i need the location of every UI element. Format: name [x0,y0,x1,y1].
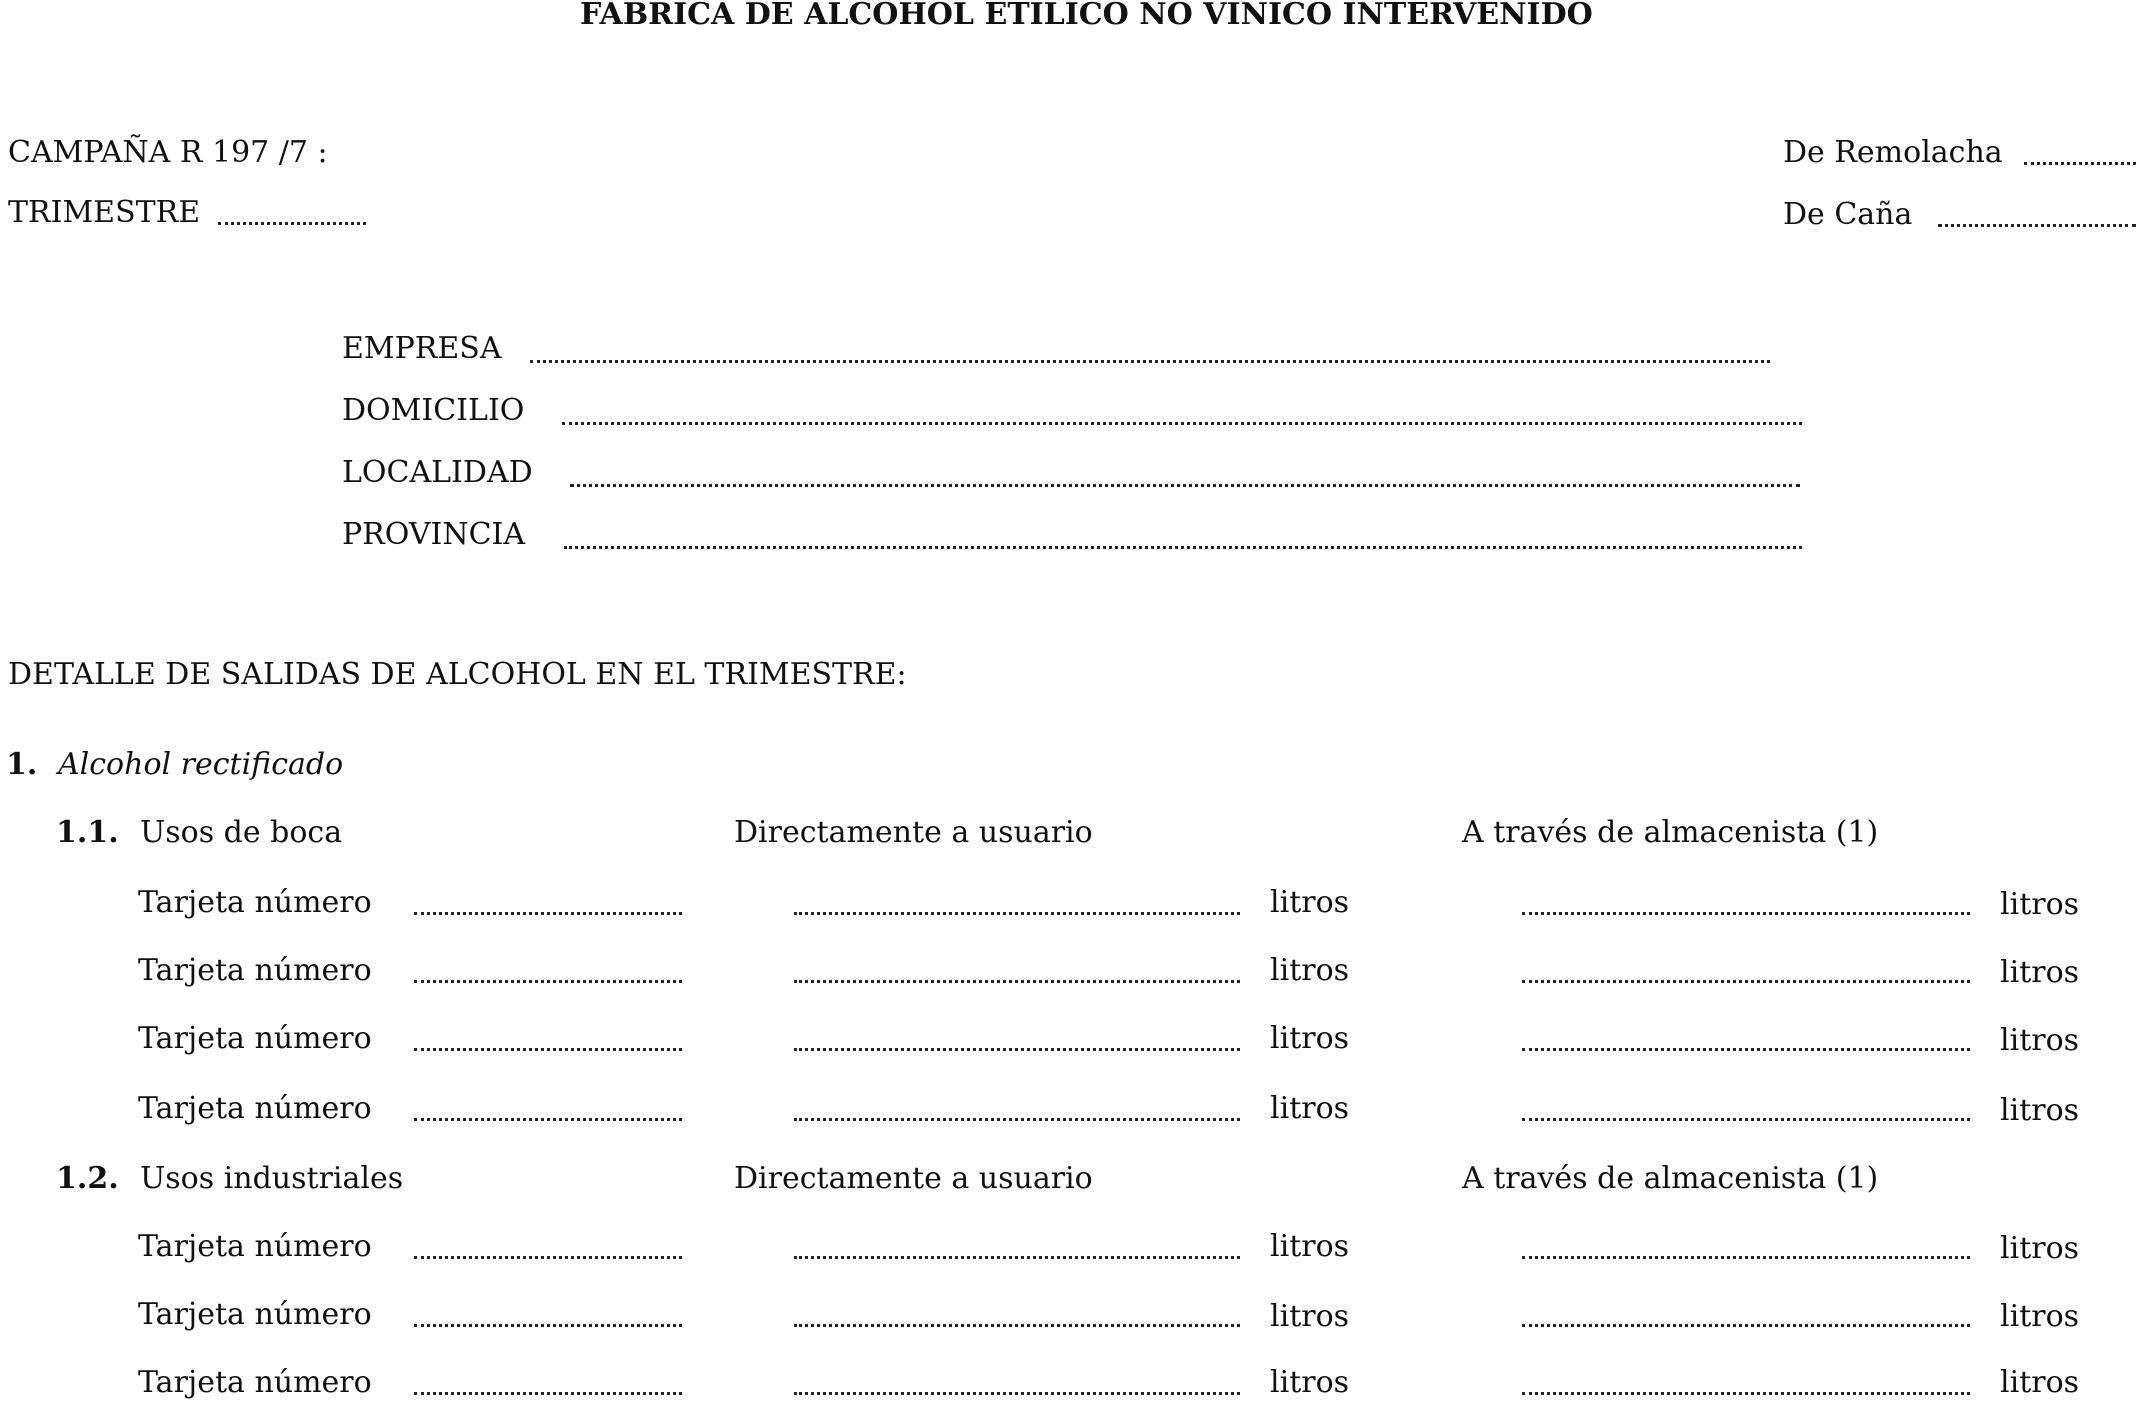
storage-unit: litros [2000,955,2080,990]
direct-liters-field[interactable] [794,980,1240,983]
card-number-field[interactable] [414,1048,682,1051]
direct-liters-field[interactable] [794,1048,1240,1051]
provincia-label: PROVINCIA [342,517,526,552]
col-storage-header: A través de almacenista (1) [1462,1161,1879,1196]
card-label: Tarjeta número [138,953,372,988]
subsection-1-1-number: 1.1. [56,815,119,850]
domicilio-field[interactable] [562,422,1802,425]
card-label: Tarjeta número [138,1091,372,1126]
storage-unit: litros [2000,1231,2080,1266]
remolacha-label: De Remolacha [1783,135,2003,170]
card-number-field[interactable] [414,1118,682,1121]
empresa-field[interactable] [530,360,1770,363]
col-direct-header: Directamente a usuario [734,815,1093,850]
card-label: Tarjeta número [138,885,372,920]
trimestre-label: TRIMESTRE [8,195,201,230]
direct-unit: litros [1270,1091,1350,1126]
storage-liters-field[interactable] [1522,1048,1970,1051]
detail-heading: DETALLE DE SALIDAS DE ALCOHOL EN EL TRIMESTRE: [8,657,907,692]
card-label: Tarjeta número [138,1365,372,1400]
section1-title: Alcohol rectificado [58,747,344,782]
card-label: Tarjeta número [138,1021,372,1056]
storage-liters-field[interactable] [1522,1118,1970,1121]
col-storage-header: A través de almacenista (1) [1462,815,1879,850]
empresa-label: EMPRESA [342,331,502,366]
storage-liters-field[interactable] [1522,980,1970,983]
direct-unit: litros [1270,1021,1350,1056]
direct-unit: litros [1270,953,1350,988]
cana-field[interactable] [1938,224,2136,227]
card-label: Tarjeta número [138,1297,372,1332]
direct-unit: litros [1270,1299,1350,1334]
subsection-1-1-label: Usos de boca [140,815,343,850]
storage-liters-field[interactable] [1522,912,1970,915]
direct-liters-field[interactable] [794,1256,1240,1259]
card-number-field[interactable] [414,1324,682,1327]
storage-unit: litros [2000,1299,2080,1334]
storage-liters-field[interactable] [1522,1324,1970,1327]
card-label: Tarjeta número [138,1229,372,1264]
storage-unit: litros [2000,887,2080,922]
remolacha-field[interactable] [2024,162,2136,165]
storage-unit: litros [2000,1365,2080,1400]
card-number-field[interactable] [414,912,682,915]
subsection-1-2-number: 1.2. [56,1161,119,1196]
storage-unit: litros [2000,1093,2080,1128]
storage-liters-field[interactable] [1522,1256,1970,1259]
localidad-field[interactable] [570,484,1800,487]
cana-label: De Caña [1783,197,1913,232]
provincia-field[interactable] [564,546,1802,549]
localidad-label: LOCALIDAD [342,455,533,490]
card-number-field[interactable] [414,1392,682,1395]
trimestre-field[interactable] [218,222,366,225]
col-direct-header: Directamente a usuario [734,1161,1093,1196]
direct-liters-field[interactable] [794,912,1240,915]
direct-unit: litros [1270,1365,1350,1400]
card-number-field[interactable] [414,980,682,983]
direct-liters-field[interactable] [794,1324,1240,1327]
direct-unit: litros [1270,885,1350,920]
storage-unit: litros [2000,1023,2080,1058]
subsection-1-2-label: Usos industriales [140,1161,404,1196]
card-number-field[interactable] [414,1256,682,1259]
storage-liters-field[interactable] [1522,1392,1970,1395]
direct-unit: litros [1270,1229,1350,1264]
domicilio-label: DOMICILIO [342,393,525,428]
form-title: FABRICA DE ALCOHOL ETILICO NO VINICO INTERVENIDO [580,0,1593,32]
direct-liters-field[interactable] [794,1392,1240,1395]
section1-number: 1. [6,747,38,782]
campaign-label: CAMPAÑA R 197 /7 : [8,135,328,170]
direct-liters-field[interactable] [794,1118,1240,1121]
